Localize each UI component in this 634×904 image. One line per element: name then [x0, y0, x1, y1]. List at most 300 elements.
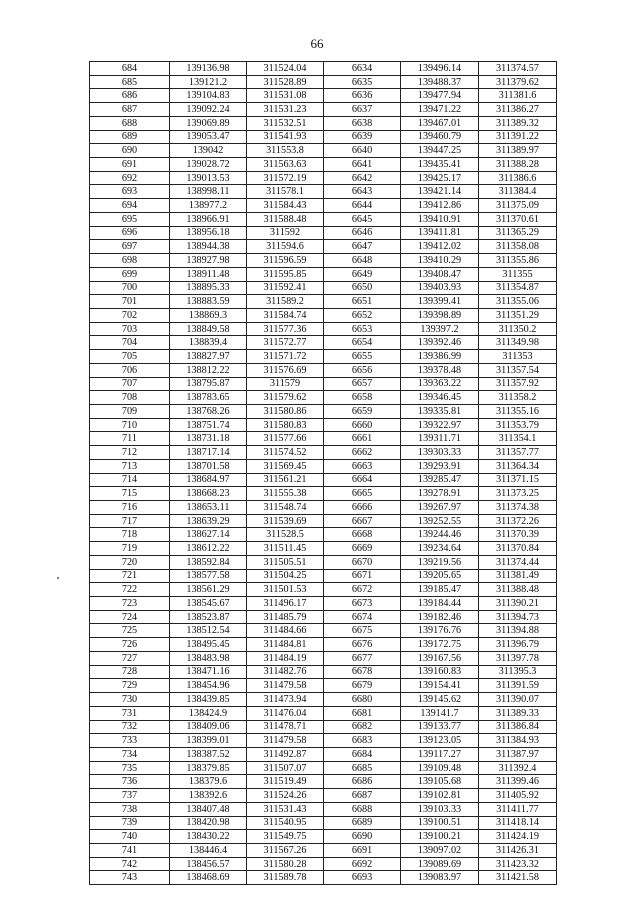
- cell-point-number-left: 701: [90, 295, 170, 309]
- cell-x-right: 139219.56: [401, 555, 479, 569]
- table-row: [90, 199, 557, 213]
- cell-point-number-right: 6686: [324, 775, 401, 789]
- cell-point-number-left: 687: [90, 103, 170, 117]
- cell-y-right: 311358.2: [479, 391, 557, 405]
- cell-y-left: 311484.81: [247, 638, 324, 652]
- cell-point-number-left: 689: [90, 130, 170, 144]
- cell-x-left: 138379.6: [170, 775, 247, 789]
- cell-point-number-right: 6674: [324, 610, 401, 624]
- cell-x-left: 138883.59: [170, 295, 247, 309]
- cell-y-right: 311384.93: [479, 734, 557, 748]
- cell-x-right: 139278.91: [401, 487, 479, 501]
- cell-point-number-left: 725: [90, 624, 170, 638]
- cell-y-right: 311418.14: [479, 816, 557, 830]
- cell-x-left: 138869.3: [170, 308, 247, 322]
- cell-y-left: 311589.2: [247, 295, 324, 309]
- cell-y-left: 311578.1: [247, 185, 324, 199]
- cell-point-number-left: 722: [90, 583, 170, 597]
- cell-x-right: 139471.22: [401, 103, 479, 117]
- cell-x-right: 139100.21: [401, 830, 479, 844]
- cell-y-right: 311391.22: [479, 130, 557, 144]
- cell-y-right: 311372.26: [479, 514, 557, 528]
- cell-y-left: 311549.75: [247, 830, 324, 844]
- table-row: [90, 734, 557, 748]
- cell-point-number-right: 6662: [324, 446, 401, 460]
- cell-x-right: 139252.55: [401, 514, 479, 528]
- cell-point-number-right: 6681: [324, 706, 401, 720]
- cell-y-right: 311386.27: [479, 103, 557, 117]
- cell-point-number-left: 703: [90, 322, 170, 336]
- cell-point-number-left: 719: [90, 542, 170, 556]
- cell-y-right: 311364.34: [479, 459, 557, 473]
- cell-point-number-left: 696: [90, 226, 170, 240]
- cell-x-right: 139403.93: [401, 281, 479, 295]
- cell-y-right: 311355: [479, 267, 557, 281]
- cell-point-number-left: 743: [90, 871, 170, 885]
- cell-x-left: 138731.18: [170, 432, 247, 446]
- cell-y-right: 311426.31: [479, 843, 557, 857]
- table-row: [90, 322, 557, 336]
- cell-y-right: 311384.4: [479, 185, 557, 199]
- cell-point-number-left: 740: [90, 830, 170, 844]
- cell-x-right: 139410.91: [401, 212, 479, 226]
- cell-y-left: 311555.38: [247, 487, 324, 501]
- cell-point-number-right: 6655: [324, 350, 401, 364]
- table-row: [90, 377, 557, 391]
- cell-x-left: 138468.69: [170, 871, 247, 885]
- cell-point-number-left: 711: [90, 432, 170, 446]
- table-row: [90, 254, 557, 268]
- cell-x-right: 139386.99: [401, 350, 479, 364]
- cell-point-number-right: 6656: [324, 363, 401, 377]
- cell-y-left: 311476.04: [247, 706, 324, 720]
- cell-point-number-left: 729: [90, 679, 170, 693]
- cell-y-right: 311394.88: [479, 624, 557, 638]
- cell-y-right: 311424.19: [479, 830, 557, 844]
- cell-point-number-left: 715: [90, 487, 170, 501]
- cell-point-number-right: 6651: [324, 295, 401, 309]
- cell-point-number-right: 6693: [324, 871, 401, 885]
- cell-x-right: 139421.14: [401, 185, 479, 199]
- cell-point-number-right: 6677: [324, 651, 401, 665]
- cell-point-number-right: 6659: [324, 404, 401, 418]
- cell-point-number-right: 6634: [324, 62, 401, 76]
- cell-y-right: 311353.79: [479, 418, 557, 432]
- cell-y-right: 311353: [479, 350, 557, 364]
- cell-y-left: 311539.69: [247, 514, 324, 528]
- cell-y-right: 311421.58: [479, 871, 557, 885]
- cell-x-right: 139145.62: [401, 693, 479, 707]
- cell-x-left: 138512.54: [170, 624, 247, 638]
- cell-x-left: 138944.38: [170, 240, 247, 254]
- cell-y-right: 311397.78: [479, 651, 557, 665]
- cell-y-left: 311507.07: [247, 761, 324, 775]
- cell-point-number-left: 710: [90, 418, 170, 432]
- table-row: [90, 75, 557, 89]
- cell-point-number-right: 6645: [324, 212, 401, 226]
- cell-point-number-right: 6643: [324, 185, 401, 199]
- cell-x-left: 138561.29: [170, 583, 247, 597]
- cell-point-number-left: 726: [90, 638, 170, 652]
- cell-y-left: 311572.19: [247, 171, 324, 185]
- cell-y-left: 311596.59: [247, 254, 324, 268]
- cell-y-right: 311355.16: [479, 404, 557, 418]
- cell-point-number-left: 737: [90, 789, 170, 803]
- cell-y-right: 311370.39: [479, 528, 557, 542]
- cell-y-left: 311584.74: [247, 308, 324, 322]
- cell-x-left: 138430.22: [170, 830, 247, 844]
- cell-point-number-left: 707: [90, 377, 170, 391]
- table-row: [90, 789, 557, 803]
- cell-x-right: 139488.37: [401, 75, 479, 89]
- cell-point-number-left: 690: [90, 144, 170, 158]
- cell-y-left: 311524.04: [247, 62, 324, 76]
- table-row: [90, 446, 557, 460]
- cell-y-right: 311389.33: [479, 706, 557, 720]
- cell-y-left: 311532.51: [247, 116, 324, 130]
- cell-y-right: 311394.73: [479, 610, 557, 624]
- cell-point-number-left: 736: [90, 775, 170, 789]
- cell-x-left: 138439.85: [170, 693, 247, 707]
- cell-point-number-left: 742: [90, 857, 170, 871]
- cell-point-number-left: 697: [90, 240, 170, 254]
- cell-x-right: 139410.29: [401, 254, 479, 268]
- cell-point-number-right: 6692: [324, 857, 401, 871]
- table-row: [90, 487, 557, 501]
- cell-y-right: 311390.21: [479, 597, 557, 611]
- cell-y-right: 311389.32: [479, 116, 557, 130]
- cell-x-right: 139412.02: [401, 240, 479, 254]
- cell-point-number-left: 686: [90, 89, 170, 103]
- cell-y-left: 311540.95: [247, 816, 324, 830]
- cell-y-left: 311584.43: [247, 199, 324, 213]
- cell-x-left: 138653.11: [170, 501, 247, 515]
- cell-y-right: 311387.97: [479, 747, 557, 761]
- cell-point-number-right: 6646: [324, 226, 401, 240]
- table-row: [90, 624, 557, 638]
- cell-y-left: 311569.45: [247, 459, 324, 473]
- cell-point-number-left: 739: [90, 816, 170, 830]
- cell-y-left: 311574.52: [247, 446, 324, 460]
- cell-point-number-left: 708: [90, 391, 170, 405]
- cell-y-right: 311357.54: [479, 363, 557, 377]
- page-number: 66: [310, 36, 324, 51]
- cell-x-right: 139293.91: [401, 459, 479, 473]
- cell-y-right: 311374.44: [479, 555, 557, 569]
- cell-point-number-left: 721: [90, 569, 170, 583]
- cell-point-number-left: 685: [90, 75, 170, 89]
- cell-x-right: 139100.51: [401, 816, 479, 830]
- table-row: [90, 501, 557, 515]
- cell-x-right: 139392.46: [401, 336, 479, 350]
- cell-x-right: 139363.22: [401, 377, 479, 391]
- cell-point-number-left: 717: [90, 514, 170, 528]
- cell-point-number-left: 720: [90, 555, 170, 569]
- cell-point-number-left: 732: [90, 720, 170, 734]
- cell-x-left: 138812.22: [170, 363, 247, 377]
- cell-point-number-right: 6683: [324, 734, 401, 748]
- cell-x-right: 139303.33: [401, 446, 479, 460]
- cell-y-right: 311349.98: [479, 336, 557, 350]
- cell-point-number-left: 734: [90, 747, 170, 761]
- cell-x-right: 139244.46: [401, 528, 479, 542]
- cell-point-number-right: 6654: [324, 336, 401, 350]
- cell-y-left: 311589.78: [247, 871, 324, 885]
- cell-point-number-right: 6673: [324, 597, 401, 611]
- cell-point-number-right: 6664: [324, 473, 401, 487]
- cell-x-right: 139335.81: [401, 404, 479, 418]
- cell-x-right: 139117.27: [401, 747, 479, 761]
- cell-point-number-right: 6635: [324, 75, 401, 89]
- cell-point-number-left: 727: [90, 651, 170, 665]
- cell-y-left: 311579.62: [247, 391, 324, 405]
- cell-x-left: 139121.2: [170, 75, 247, 89]
- cell-x-right: 139398.89: [401, 308, 479, 322]
- cell-y-left: 311571.72: [247, 350, 324, 364]
- cell-x-left: 138424.9: [170, 706, 247, 720]
- cell-y-right: 311381.6: [479, 89, 557, 103]
- cell-x-left: 139013.53: [170, 171, 247, 185]
- cell-y-right: 311354.87: [479, 281, 557, 295]
- cell-x-left: 138495.45: [170, 638, 247, 652]
- cell-x-left: 138392.6: [170, 789, 247, 803]
- cell-point-number-left: 695: [90, 212, 170, 226]
- cell-x-left: 138379.85: [170, 761, 247, 775]
- cell-y-left: 311519.49: [247, 775, 324, 789]
- cell-point-number-left: 738: [90, 802, 170, 816]
- cell-point-number-left: 741: [90, 843, 170, 857]
- cell-x-left: 138998.11: [170, 185, 247, 199]
- cell-x-left: 139069.89: [170, 116, 247, 130]
- cell-point-number-left: 730: [90, 693, 170, 707]
- table-row: [90, 843, 557, 857]
- cell-point-number-right: 6667: [324, 514, 401, 528]
- cell-x-right: 139172.75: [401, 638, 479, 652]
- cell-x-right: 139234.64: [401, 542, 479, 556]
- cell-x-left: 138577.58: [170, 569, 247, 583]
- cell-x-left: 138409.06: [170, 720, 247, 734]
- table-row: [90, 62, 557, 76]
- cell-y-left: 311492.87: [247, 747, 324, 761]
- cell-x-left: 138849.58: [170, 322, 247, 336]
- cell-x-left: 138612.22: [170, 542, 247, 556]
- cell-point-number-right: 6687: [324, 789, 401, 803]
- table-row: [90, 528, 557, 542]
- table-row: [90, 569, 557, 583]
- cell-y-right: 311354.1: [479, 432, 557, 446]
- cell-x-right: 139185.47: [401, 583, 479, 597]
- cell-x-right: 139322.97: [401, 418, 479, 432]
- cell-point-number-right: 6640: [324, 144, 401, 158]
- cell-point-number-left: 735: [90, 761, 170, 775]
- table-row: [90, 514, 557, 528]
- cell-x-right: 139109.48: [401, 761, 479, 775]
- cell-x-right: 139123.05: [401, 734, 479, 748]
- cell-y-left: 311576.69: [247, 363, 324, 377]
- cell-y-right: 311386.84: [479, 720, 557, 734]
- cell-x-left: 138454.96: [170, 679, 247, 693]
- cell-y-right: 311388.48: [479, 583, 557, 597]
- table-row: [90, 432, 557, 446]
- cell-x-right: 139346.45: [401, 391, 479, 405]
- table-row: [90, 308, 557, 322]
- table-row: [90, 281, 557, 295]
- cell-x-left: 138399.01: [170, 734, 247, 748]
- cell-y-right: 311357.77: [479, 446, 557, 460]
- cell-y-right: 311396.79: [479, 638, 557, 652]
- cell-point-number-right: 6675: [324, 624, 401, 638]
- cell-y-left: 311541.93: [247, 130, 324, 144]
- scan-speck: [57, 577, 59, 579]
- cell-x-left: 138956.18: [170, 226, 247, 240]
- cell-point-number-left: 694: [90, 199, 170, 213]
- cell-y-right: 311392.4: [479, 761, 557, 775]
- table-row: [90, 103, 557, 117]
- cell-x-right: 139154.41: [401, 679, 479, 693]
- cell-x-left: 139092.24: [170, 103, 247, 117]
- cell-y-right: 311365.29: [479, 226, 557, 240]
- cell-y-right: 311381.49: [479, 569, 557, 583]
- cell-point-number-right: 6688: [324, 802, 401, 816]
- table-row: [90, 857, 557, 871]
- cell-point-number-left: 728: [90, 665, 170, 679]
- cell-y-right: 311399.46: [479, 775, 557, 789]
- cell-x-right: 139267.97: [401, 501, 479, 515]
- cell-point-number-left: 731: [90, 706, 170, 720]
- cell-point-number-left: 712: [90, 446, 170, 460]
- table-row: [90, 816, 557, 830]
- cell-x-right: 139167.56: [401, 651, 479, 665]
- cell-x-right: 139103.33: [401, 802, 479, 816]
- cell-y-left: 311553.8: [247, 144, 324, 158]
- table-row: [90, 651, 557, 665]
- cell-y-right: 311390.07: [479, 693, 557, 707]
- cell-y-left: 311511.45: [247, 542, 324, 556]
- cell-y-left: 311592.41: [247, 281, 324, 295]
- cell-x-left: 138751.74: [170, 418, 247, 432]
- cell-point-number-left: 705: [90, 350, 170, 364]
- cell-y-right: 311423.32: [479, 857, 557, 871]
- cell-y-right: 311391.59: [479, 679, 557, 693]
- cell-x-right: 139496.14: [401, 62, 479, 76]
- cell-point-number-right: 6685: [324, 761, 401, 775]
- table-row: [90, 679, 557, 693]
- cell-y-left: 311473.94: [247, 693, 324, 707]
- cell-point-number-right: 6649: [324, 267, 401, 281]
- cell-point-number-right: 6691: [324, 843, 401, 857]
- cell-point-number-right: 6680: [324, 693, 401, 707]
- cell-point-number-left: 714: [90, 473, 170, 487]
- cell-x-left: 138783.65: [170, 391, 247, 405]
- cell-y-right: 311355.86: [479, 254, 557, 268]
- table-row: [90, 336, 557, 350]
- cell-x-right: 139089.69: [401, 857, 479, 871]
- cell-point-number-right: 6690: [324, 830, 401, 844]
- cell-y-left: 311485.79: [247, 610, 324, 624]
- cell-y-left: 311484.66: [247, 624, 324, 638]
- cell-point-number-right: 6676: [324, 638, 401, 652]
- cell-point-number-right: 6648: [324, 254, 401, 268]
- cell-x-left: 138927.98: [170, 254, 247, 268]
- cell-x-right: 139133.77: [401, 720, 479, 734]
- cell-point-number-left: 702: [90, 308, 170, 322]
- cell-point-number-right: 6663: [324, 459, 401, 473]
- cell-point-number-left: 698: [90, 254, 170, 268]
- cell-x-right: 139447.25: [401, 144, 479, 158]
- table-row: [90, 130, 557, 144]
- cell-y-right: 311405.92: [479, 789, 557, 803]
- cell-y-right: 311388.28: [479, 158, 557, 172]
- cell-y-right: 311350.2: [479, 322, 557, 336]
- table-row: [90, 720, 557, 734]
- cell-x-left: 138627.14: [170, 528, 247, 542]
- cell-y-left: 311595.85: [247, 267, 324, 281]
- table-row: [90, 802, 557, 816]
- cell-x-right: 139182.46: [401, 610, 479, 624]
- cell-x-left: 139053.47: [170, 130, 247, 144]
- table-row: [90, 761, 557, 775]
- cell-x-left: 138839.4: [170, 336, 247, 350]
- cell-x-right: 139378.48: [401, 363, 479, 377]
- table-row: [90, 830, 557, 844]
- cell-y-right: 311374.57: [479, 62, 557, 76]
- cell-x-left: 138545.67: [170, 597, 247, 611]
- table-row: [90, 116, 557, 130]
- cell-point-number-right: 6658: [324, 391, 401, 405]
- cell-y-right: 311371.15: [479, 473, 557, 487]
- cell-x-left: 138387.52: [170, 747, 247, 761]
- cell-x-right: 139467.01: [401, 116, 479, 130]
- cell-y-left: 311531.43: [247, 802, 324, 816]
- cell-y-left: 311580.86: [247, 404, 324, 418]
- cell-point-number-right: 6671: [324, 569, 401, 583]
- cell-y-left: 311478.71: [247, 720, 324, 734]
- cell-x-right: 139477.94: [401, 89, 479, 103]
- cell-y-left: 311594.6: [247, 240, 324, 254]
- cell-y-right: 311357.92: [479, 377, 557, 391]
- cell-point-number-right: 6639: [324, 130, 401, 144]
- cell-y-left: 311504.25: [247, 569, 324, 583]
- cell-point-number-right: 6689: [324, 816, 401, 830]
- cell-y-left: 311588.48: [247, 212, 324, 226]
- cell-point-number-right: 6641: [324, 158, 401, 172]
- cell-y-left: 311561.21: [247, 473, 324, 487]
- cell-point-number-right: 6638: [324, 116, 401, 130]
- cell-point-number-left: 693: [90, 185, 170, 199]
- cell-point-number-right: 6644: [324, 199, 401, 213]
- cell-point-number-right: 6682: [324, 720, 401, 734]
- table-row: [90, 267, 557, 281]
- table-row: [90, 638, 557, 652]
- cell-x-right: 139176.76: [401, 624, 479, 638]
- cell-point-number-right: 6636: [324, 89, 401, 103]
- cell-point-number-right: 6657: [324, 377, 401, 391]
- table-row: [90, 665, 557, 679]
- table-row: [90, 747, 557, 761]
- cell-point-number-left: 684: [90, 62, 170, 76]
- table-row: [90, 871, 557, 885]
- table-row: [90, 363, 557, 377]
- table-row: [90, 391, 557, 405]
- cell-y-right: 311389.97: [479, 144, 557, 158]
- cell-x-right: 139399.41: [401, 295, 479, 309]
- cell-y-left: 311563.63: [247, 158, 324, 172]
- coordinates-table-body: [90, 62, 557, 885]
- cell-x-right: 139205.65: [401, 569, 479, 583]
- cell-x-right: 139460.79: [401, 130, 479, 144]
- cell-y-right: 311358.08: [479, 240, 557, 254]
- table-row: [90, 144, 557, 158]
